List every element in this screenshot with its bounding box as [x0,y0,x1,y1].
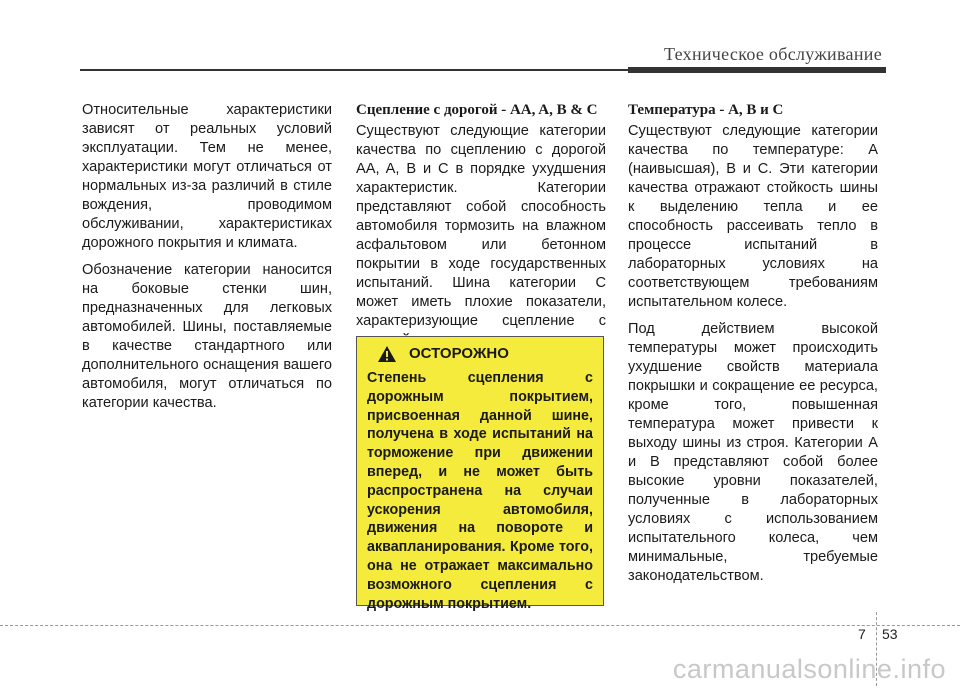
header-rule [80,69,628,71]
footer-rule [0,625,960,626]
warning-box [356,336,604,612]
paragraph: Обозначение категории наносится на боковые стенки шин, предназначенных для легковых автомобилей. Шины, поставляемые в качестве стандартного или дополнительного оснащения вашего автомобиля, могут отличаться по категории качества. [82,262,332,411]
chapter-number: 7 [858,626,866,642]
warning-triangle-icon [377,345,397,363]
paragraph: Относительные характеристики зависят от реальных условий эксплуатации. Тем не менее, характеристики могут отличаться от нормальных из-за различий в стиле вождения, проводимом обслуживании, характеристиках дорожного покрытия и климата. [82,102,332,251]
column-middle [356,101,606,358]
header-bar [628,67,886,73]
temperature-heading: Температура - A, B и C [628,102,784,118]
section-title: Техническое обслуживание [663,44,882,64]
column-left [82,101,332,421]
warning-title: ОСТОРОЖНО [409,345,509,362]
page-number: 53 [882,626,898,642]
column-right [628,101,878,594]
warning-header [377,345,593,363]
traction-heading: Сцепление с дорогой - AA, A, B & C [356,102,598,118]
paragraph: Под действием высокой температуры может происходить ухудшение свойств материала покрышки и сокращение ее ресурса, кроме того, повышенная температура может привести к выходу шины из строя. Категории A и B представляют собой более высокие уровни показателей, полученные в лабораторных условиях с использованием испытательного колеса, чем минимальные, требуемые законодательством. [628,321,878,584]
paragraph: Существуют следующие категории качества по сцеплению с дорогой AA, A, B и C в порядке ухудшения характеристик. Категории представляют собой способность автомобиля тормозить на влажном асфальтовом или бетонном покрытии в ходе государственных испытаний. Шина категории C может иметь плохие показатели, характеризующие сцепление с [356,123,606,329]
watermark: carmanualsonline.info [672,654,946,684]
warning-text: Степень сцепления с дорожным покрытием, присвоенная данной шине, получена в ходе испытаний на торможение при движении вперед, и не может быть распространена на случаи ускорения автомобиля, движения на повороте и аквапланирования. Кроме того, она не отражает максимально возможного сцепления с дорожным покрытием. [367,370,593,612]
paragraph: Существуют следующие категории качества по температуре: A (наивысшая), B и C. Эти категории качества отражают стойкость шины к выделению тепла и ее способность рассеивать тепло в процессе испытаний в лабораторных условиях на соответствующем требованиям испытательном колесе. [628,123,878,310]
